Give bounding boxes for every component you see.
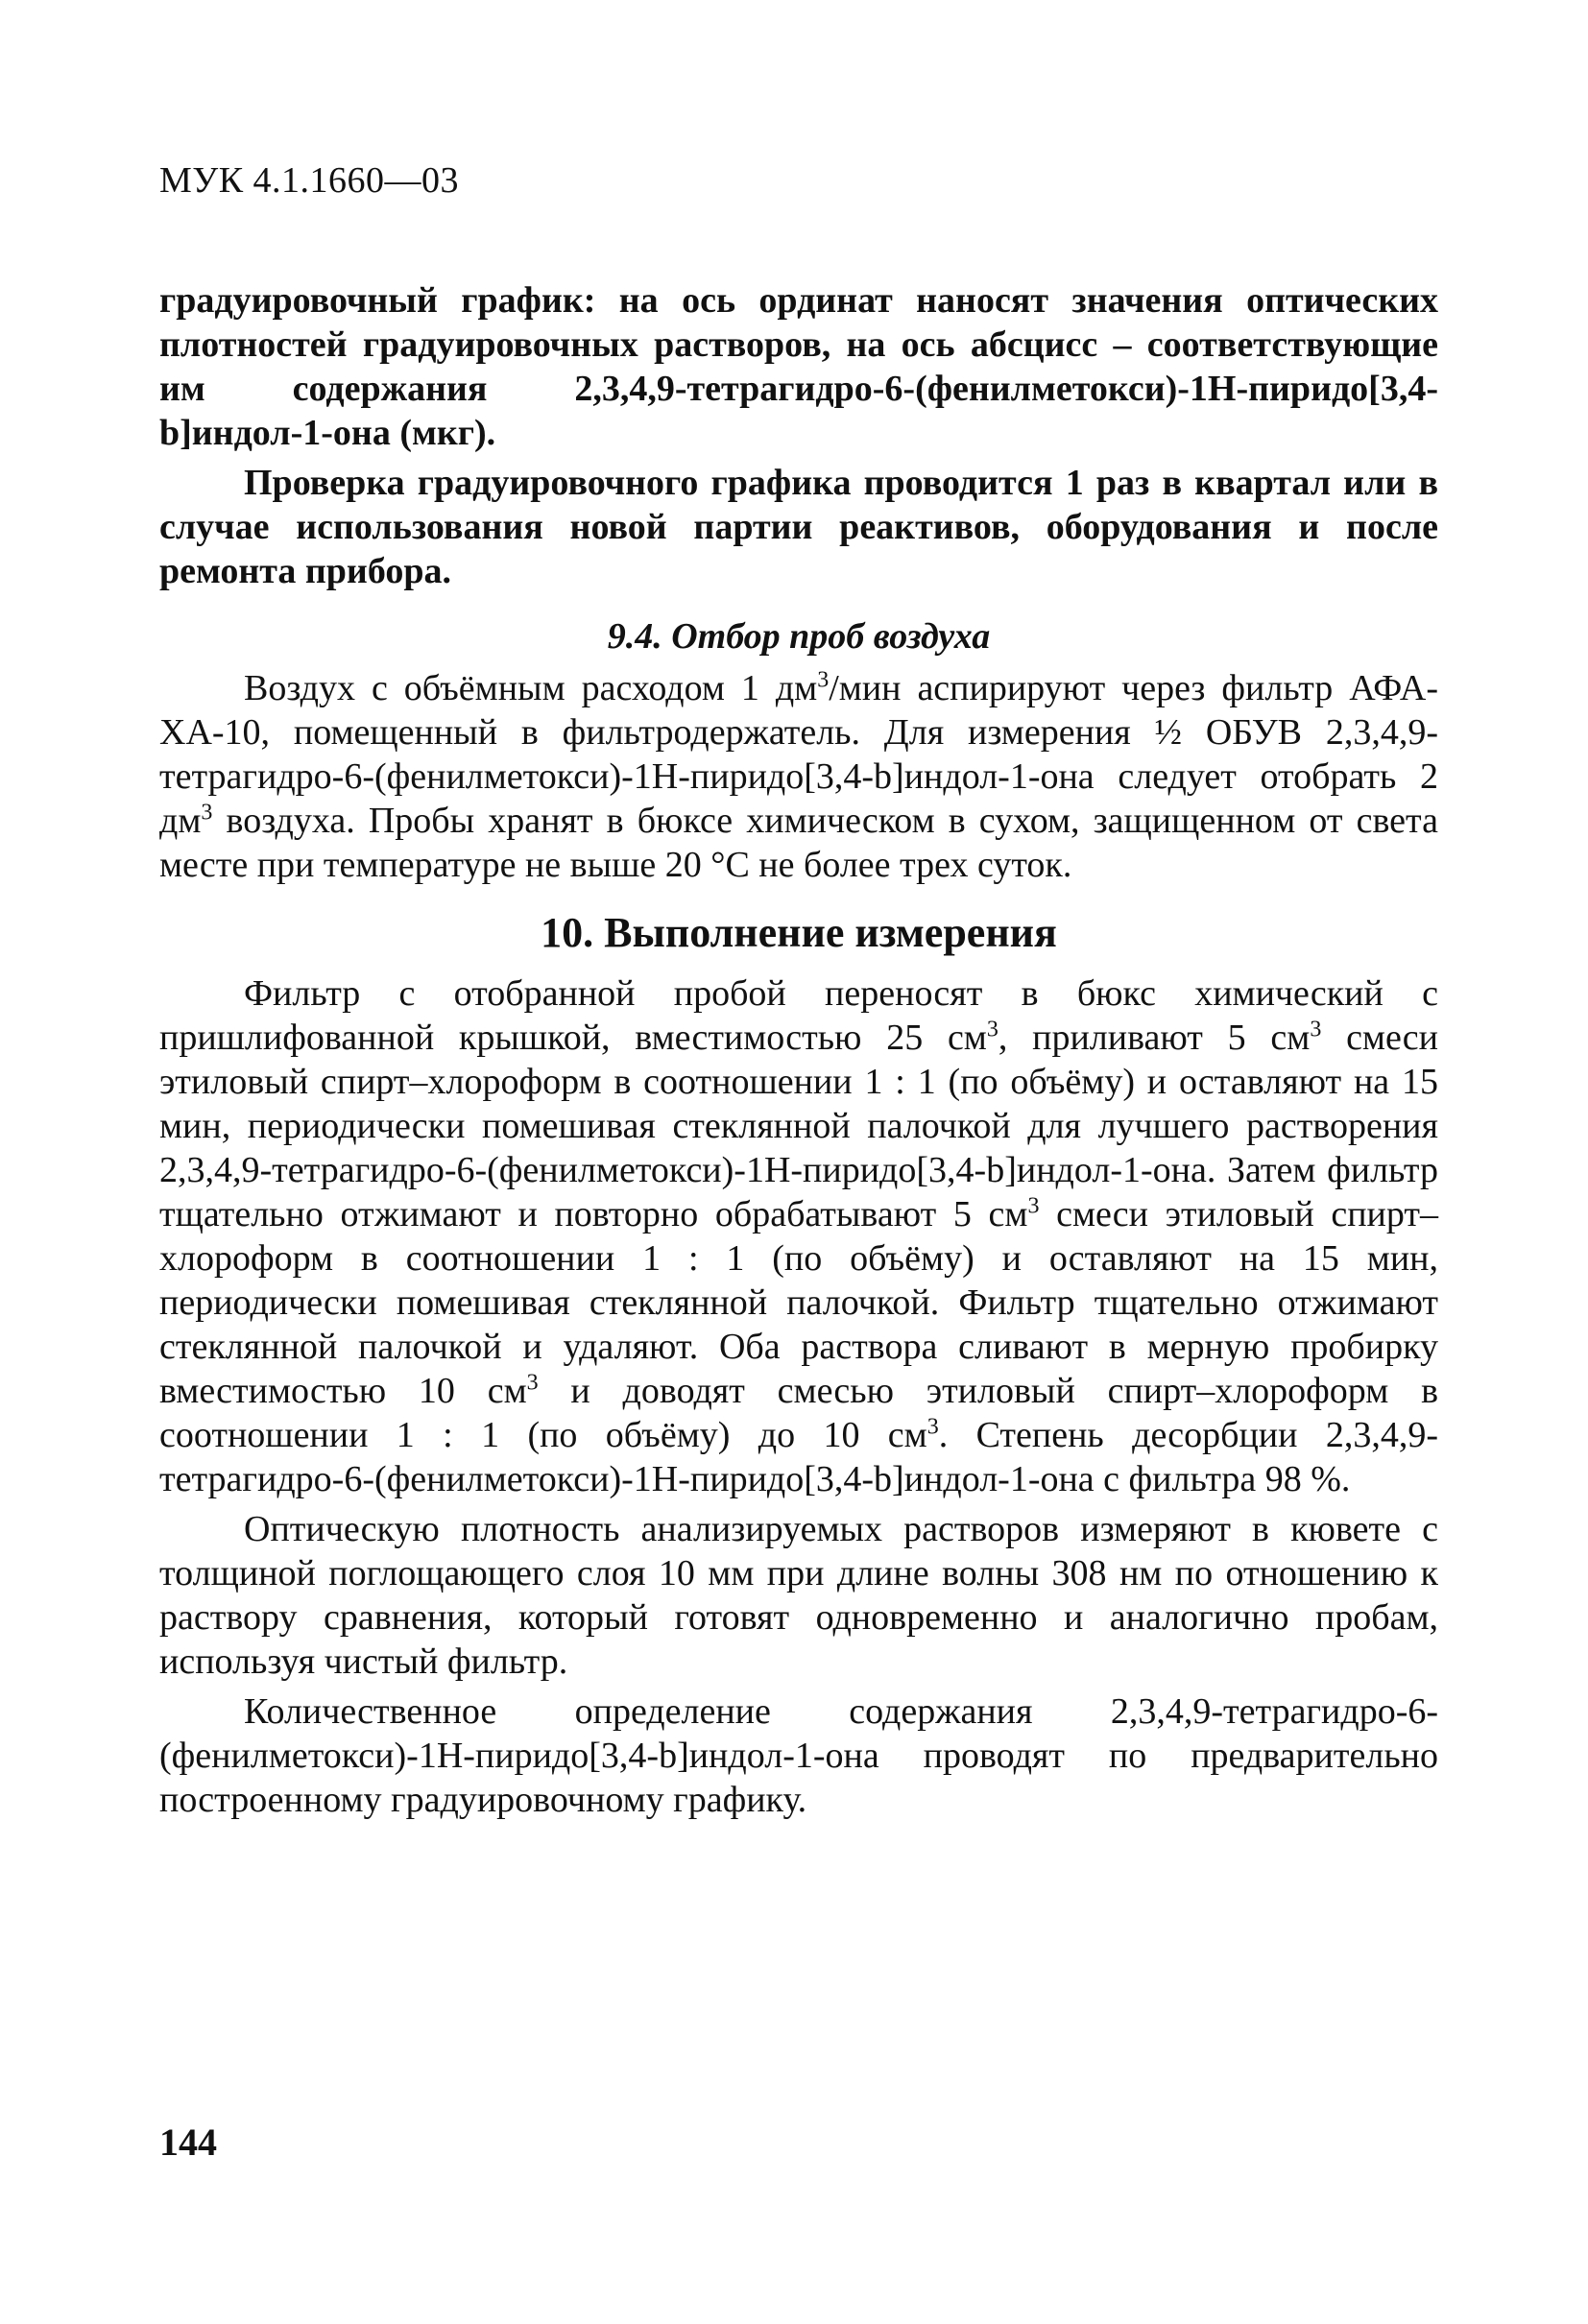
superscript: 3: [1310, 1017, 1322, 1042]
text-fragment: смеси этиловый спирт–хлороформ в соотношении 1 : 1 (по объёму) и оставляют на 15 мин, периодически помешивая стеклянной палочкой. Фильтр тщательно отжимают стеклянной палочкой и удаляют. Оба раствора сливают в мерную пробирку вместимостью 10 см: [159, 1194, 1438, 1411]
superscript: 3: [526, 1370, 539, 1396]
superscript: 3: [926, 1414, 939, 1440]
paragraph-optical-density: Оптическую плотность анализируемых растворов измеряют в кювете с толщиной поглощающего слоя 10 мм при длине волны 308 нм по отношению к раствору сравнения, который готовят одновременно и аналогично пробам, используя чистый фильтр.: [159, 1509, 1438, 1682]
text-fragment: Воздух с объёмным расходом 1 дм: [244, 668, 818, 708]
text-fragment: . Степень десорбции 2,3,4,9-тетрагидро-6-(фенилметокси)-1Н-пиридо[3,4-b]индол-1-она с фильтра 98 %.: [159, 1415, 1438, 1499]
superscript: 3: [1027, 1193, 1040, 1219]
paragraph-measurement-procedure: [159, 971, 1438, 1501]
paragraph-quantitative-determination: Количественное определение содержания 2,3,4,9-тетрагидро-6-(фенилметокси)-1Н-пиридо[3,4-b]индол-1-она проводят по предварительно построенному градуировочному графику.: [159, 1691, 1438, 1820]
text-fragment: смеси этиловый спирт–хлороформ в соотношении 1 : 1 (по объёму) и оставляют на 15 мин, периодически помешивая стеклянной палочкой для лучшего растворения 2,3,4,9-тетрагидро-6-(фенилметокси)-1Н-пиридо[3,4-b]индол-1-она. Затем фильтр тщательно отжимают и повторно обрабатывают 5 см: [159, 1018, 1438, 1234]
text-fragment: воздуха. Пробы хранят в бюксе химическом в сухом, защищенном от света месте при температуре не выше 20 °С не более трех суток.: [159, 801, 1438, 885]
text-fragment: и доводят смесью этиловый спирт–хлороформ в соотношении 1 : 1 (по объёму) до 10 см: [159, 1371, 1439, 1455]
superscript: 3: [201, 800, 213, 826]
text-fragment: Фильтр с отобранной пробой переносят в бюкс химический с пришлифованной крышкой, вместимостью 25 см: [159, 973, 1438, 1058]
paragraph-calibration-graph: градуировочный график: на ось ординат наносят значения оптических плотностей градуировочных растворов, на ось абсцисс – соответствующие им содержания 2,3,4,9-тетрагидро-6-(фенилметокси)-1Н-пиридо[3,4-b]индол-1-она (мкг).: [159, 280, 1438, 453]
text-fragment: /мин аспирируют через фильтр АФА-ХА-10, помещенный в фильтродержатель. Для измерения ½ ОБУВ 2,3,4,9-тетрагидро-6-(фенилметокси)-1Н-пиридо[3,4-b]индол-1-она следует отобрать 2 дм: [159, 668, 1438, 841]
page-content: [159, 278, 1438, 1828]
section-title-measurement: 10. Выполнение измерения: [541, 909, 1057, 956]
superscript: 3: [986, 1017, 999, 1042]
page-number: 144: [159, 2120, 217, 2164]
text-fragment: , приливают 5 см: [998, 1018, 1311, 1058]
running-header: МУК 4.1.1660—03: [159, 160, 460, 201]
paragraph-air-sampling: [159, 666, 1438, 887]
superscript: 3: [817, 667, 830, 693]
subsection-title-air-sampling: 9.4. Отбор проб воздуха: [607, 616, 991, 657]
paragraph-calibration-check: Проверка градуировочного графика проводится 1 раз в квартал или в случае использования новой партии реактивов, оборудования и после ремонта прибора.: [159, 463, 1438, 591]
